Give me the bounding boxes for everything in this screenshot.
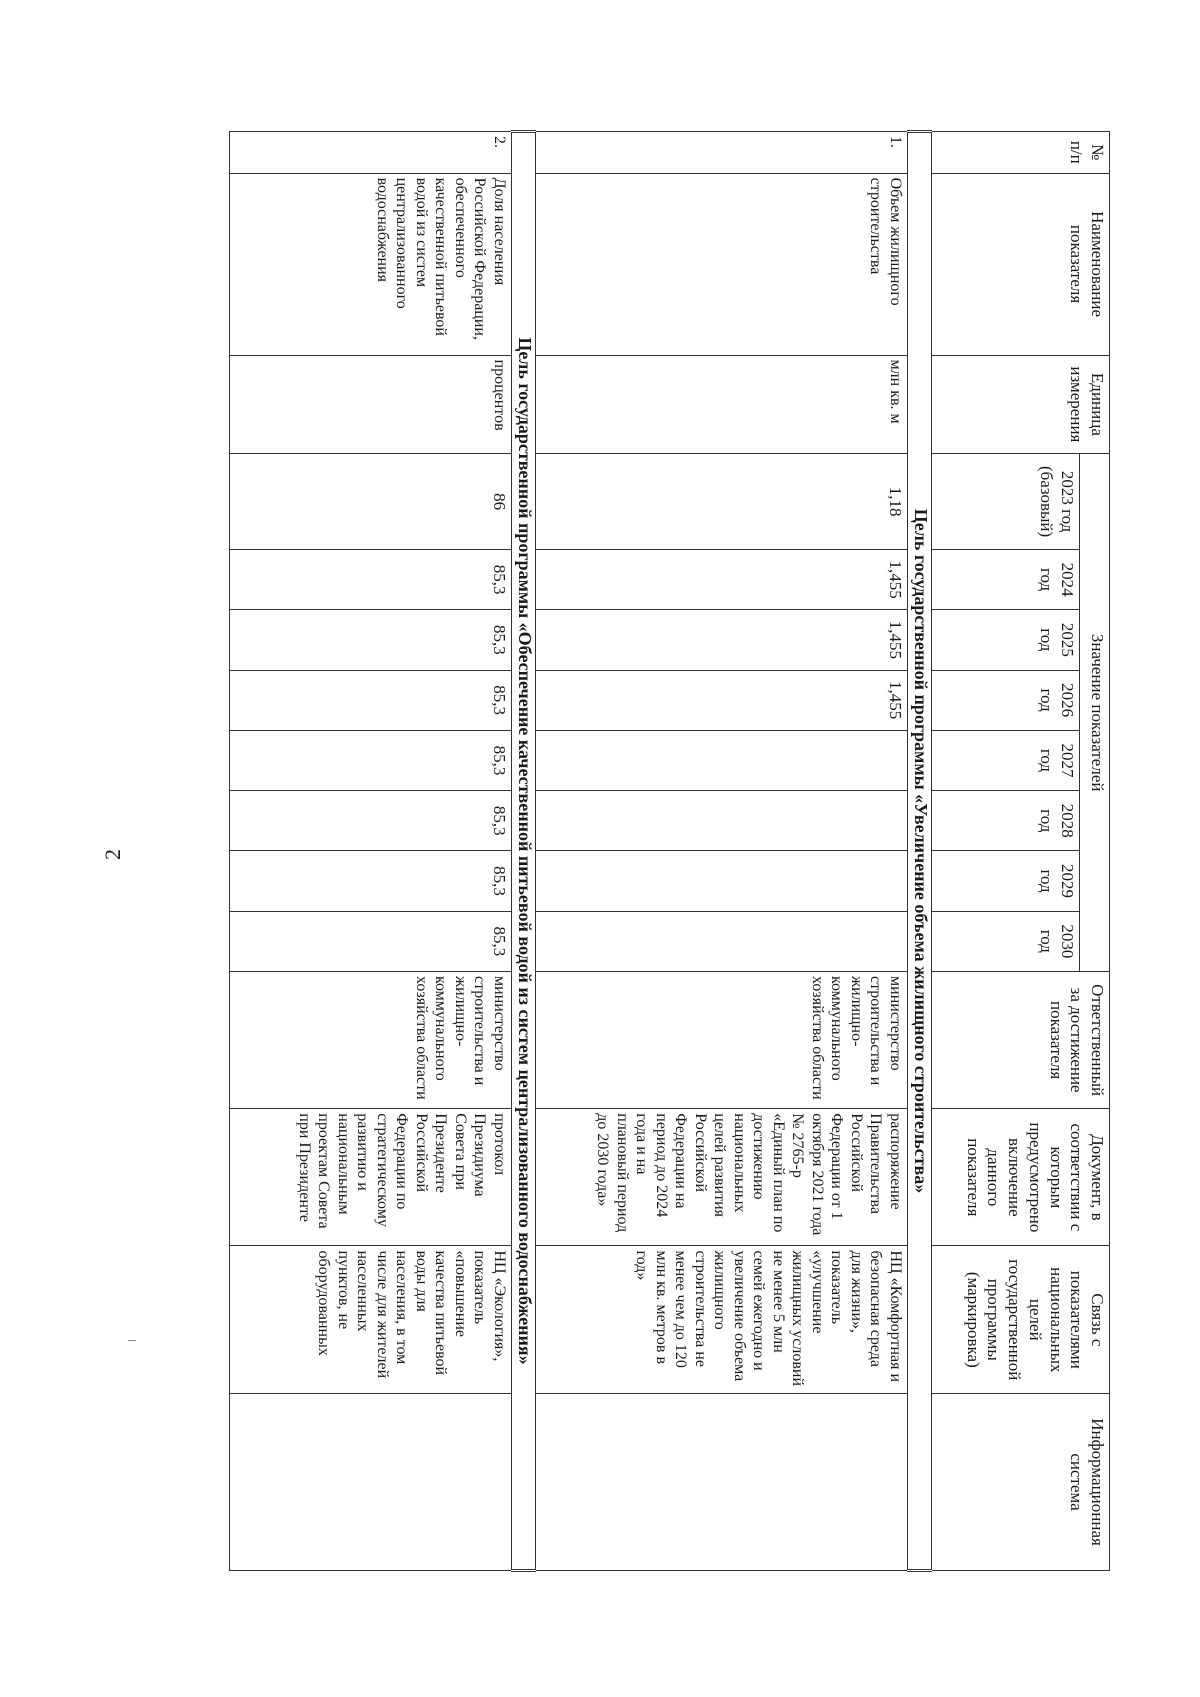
row-value-2023: 86 [230,454,512,550]
row-name: Доля населения Российской Федерации, обеспеченного качественной питьевой водой из систем централизованного водоснабжения [230,173,512,355]
row-value-2028 [536,791,908,851]
row-link: НЦ «Экология», показатель «повышение качества питьевой воды для населения, в том числе для жителей населенных пунктов, не оборудованных [230,1246,512,1394]
row-responsible: министерство строительства и жилищно-коммунального хозяйства области [230,972,512,1109]
header-unit: Единица измерения [932,355,1110,454]
header-year-2028: 2028 год [932,791,1080,851]
header-responsible: Ответственный за достижение показателя [932,972,1110,1109]
goal-housing: Цель государственной программы «Увеличение объема жилищного строительства» [908,132,932,1571]
row-info-system [230,1394,512,1571]
row-value-2029 [536,851,908,911]
row-document: протокол Президиума Совета при Президенте Российской Федерации по стратегическому развитию и национальным проектам Совета при Президенте [230,1109,512,1246]
header-name: Наименование показателя [932,173,1110,355]
row-value-2023: 1,18 [536,454,908,550]
header-year-2029: 2029 год [932,851,1080,911]
row-info-system [536,1394,908,1571]
row-responsible: министерство строительства и жилищно-коммунального хозяйства области [536,972,908,1109]
table-row [536,132,908,1571]
row-unit: процентов [230,355,512,454]
row-value-2030: 85,3 [230,911,512,971]
header-year-2023: 2023 год (базовый) [932,454,1080,550]
row-num: 1. [536,132,908,174]
row-value-2027 [536,730,908,790]
row-value-2027: 85,3 [230,730,512,790]
row-value-2024: 85,3 [230,549,512,609]
row-value-2025: 1,455 [536,610,908,670]
row-value-2028: 85,3 [230,791,512,851]
table-row [230,132,512,1571]
row-unit: млн кв. м [536,355,908,454]
row-name: Объем жилищного строительства [536,173,908,355]
header-num: № п/п [932,132,1110,174]
goal-water: Цель государственной программы «Обеспечение качественной питьевой водой из систем централизованного водоснабжения» [512,132,536,1571]
row-document: распоряжение Правительства Российской Федерации от 1 октября 2021 года № 2765-р «Единый план по достижению национальных целей развития Российской Федерации на период до 2024 года и на плановый период до 2030 года» [536,1109,908,1246]
header-values-group: Значение показателей [1080,454,1110,972]
row-link: НЦ «Комфортная и безопасная среда для жизни», показатель «улучшение жилищных условий не менее 5 млн семей ежегодно и увеличение объема жилищного строительства не менее чем до 120 млн кв. метров в год» [536,1246,908,1394]
header-year-2027: 2027 год [932,730,1080,790]
rotated-table-container [230,130,1110,1572]
row-num: 2. [230,132,512,174]
indicators-table [229,130,1110,1572]
header-year-2026: 2026 год [932,670,1080,730]
page-number: 2 [100,849,125,860]
row-value-2030 [536,911,908,971]
row-value-2026: 1,455 [536,670,908,730]
header-document: Документ, в соответствии с которым предусмотрено включение данного показателя [932,1109,1110,1246]
header-info-system: Информационная система [932,1394,1110,1571]
header-year-2024: 2024 год [932,549,1080,609]
header-year-2025: 2025 год [932,610,1080,670]
row-value-2029: 85,3 [230,851,512,911]
row-value-2026: 85,3 [230,670,512,730]
row-value-2024: 1,455 [536,549,908,609]
header-year-2030: 2030 год [932,911,1080,971]
row-value-2025: 85,3 [230,610,512,670]
stray-mark [128,1340,136,1341]
header-link: Связь с показателями национальных целей государственной программы (маркировка) [932,1246,1110,1394]
